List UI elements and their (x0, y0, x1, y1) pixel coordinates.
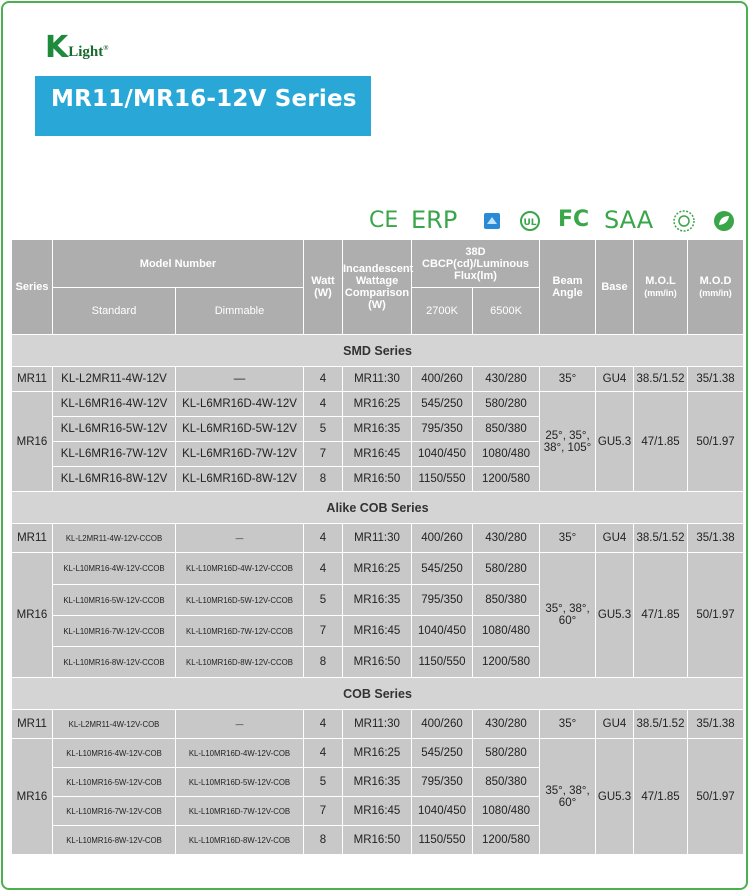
model-dimmable-cell: — (176, 710, 304, 739)
flux-2700k-cell: 400/260 (412, 367, 473, 392)
green-leaf-icon (713, 210, 735, 232)
series-cell: MR16 (12, 739, 53, 855)
flux-2700k-cell: 1040/450 (412, 442, 473, 467)
ul-mark-icon (519, 210, 541, 232)
model-dimmable-cell: KL-L6MR16D-8W-12V (176, 467, 304, 492)
model-standard-cell: KL-L10MR16-8W-12V-COB (53, 826, 176, 855)
table-body (12, 335, 744, 855)
flux-2700k-cell: 1150/550 (412, 826, 473, 855)
flux-6500k-cell: 1080/480 (473, 797, 540, 826)
mol-cell: 47/1.85 (634, 392, 688, 492)
beam-angle-cell: 35° (540, 367, 596, 392)
incandescent-cell: MR16:25 (343, 739, 412, 768)
base-cell: GU5.3 (596, 392, 634, 492)
brand-name-text: Light (68, 44, 104, 60)
header-standard: Standard (53, 288, 176, 335)
mol-cell: 38.5/1.52 (634, 367, 688, 392)
header-watt-unit: (W) (314, 287, 332, 299)
model-dimmable-cell: KL-L6MR16D-7W-12V (176, 442, 304, 467)
header-mol (634, 240, 688, 335)
section-title: SMD Series (12, 335, 744, 367)
table-row (12, 710, 744, 739)
watt-cell: 4 (304, 367, 343, 392)
flux-2700k-cell: 795/350 (412, 768, 473, 797)
mol-cell: 47/1.85 (634, 739, 688, 855)
header-model-number: Model Number (53, 240, 304, 288)
flux-2700k-cell: 545/250 (412, 553, 473, 585)
header-watt-label: Watt (311, 275, 335, 287)
header-incandescent-unit: (W) (368, 299, 386, 311)
series-cell: MR11 (12, 524, 53, 553)
spec-sheet-page (1, 1, 748, 890)
model-standard-cell: KL-L6MR16-7W-12V (53, 442, 176, 467)
blue-badge-icon (483, 212, 501, 230)
flux-2700k-cell: 545/250 (412, 392, 473, 417)
header-cbcp-top: 38D (465, 245, 486, 258)
header-mol-label: M.O.L (645, 275, 676, 287)
flux-6500k-cell: 850/380 (473, 585, 540, 616)
ce-mark-icon: CE (369, 208, 399, 233)
table-row (12, 392, 744, 417)
flux-6500k-cell: 430/280 (473, 710, 540, 739)
base-cell: GU4 (596, 367, 634, 392)
mod-cell: 50/1.97 (688, 553, 744, 678)
flux-2700k-cell: 1150/550 (412, 467, 473, 492)
watt-cell: 7 (304, 797, 343, 826)
model-standard-cell: KL-L6MR16-5W-12V (53, 417, 176, 442)
section-title: Alike COB Series (12, 492, 744, 524)
table-row (12, 553, 744, 585)
incandescent-cell: MR16:50 (343, 647, 412, 678)
model-standard-cell: KL-L2MR11-4W-12V (53, 367, 176, 392)
mol-cell: 38.5/1.52 (634, 524, 688, 553)
rohs-seal-icon (672, 209, 696, 233)
banner-title: MR11/MR16-12V Series (51, 86, 357, 112)
model-standard-cell: KL-L6MR16-8W-12V (53, 467, 176, 492)
series-cell: MR11 (12, 367, 53, 392)
beam-angle-cell: 25°, 35°, 38°, 105° (540, 392, 596, 492)
model-standard-cell: KL-L6MR16-4W-12V (53, 392, 176, 417)
flux-6500k-cell: 580/280 (473, 553, 540, 585)
beam-angle-cell: 35°, 38°, 60° (540, 739, 596, 855)
header-beam-angle: Beam Angle (540, 240, 596, 335)
header-dimmable: Dimmable (176, 288, 304, 335)
base-cell: GU5.3 (596, 553, 634, 678)
incandescent-cell: MR16:45 (343, 797, 412, 826)
model-standard-cell: KL-L10MR16-5W-12V-COB (53, 768, 176, 797)
mol-cell: 38.5/1.52 (634, 710, 688, 739)
header-mol-unit: (mm/in) (644, 288, 677, 298)
watt-cell: 7 (304, 616, 343, 647)
header-incandescent (343, 240, 412, 335)
model-dimmable-cell: KL-L10MR16D-8W-12V-COB (176, 826, 304, 855)
watt-cell: 4 (304, 524, 343, 553)
incandescent-cell: MR16:50 (343, 826, 412, 855)
flux-6500k-cell: 580/280 (473, 739, 540, 768)
incandescent-cell: MR11:30 (343, 367, 412, 392)
brand-name (68, 44, 108, 61)
mol-cell: 47/1.85 (634, 553, 688, 678)
incandescent-cell: MR11:30 (343, 710, 412, 739)
table-row (12, 524, 744, 553)
incandescent-cell: MR16:35 (343, 585, 412, 616)
beam-angle-cell: 35°, 38°, 60° (540, 553, 596, 678)
table-header (12, 240, 744, 335)
mod-cell: 35/1.38 (688, 524, 744, 553)
erp-icon: ERP (411, 206, 458, 234)
flux-6500k-cell: 850/380 (473, 768, 540, 797)
model-dimmable-cell: KL-L6MR16D-4W-12V (176, 392, 304, 417)
model-standard-cell: KL-L10MR16-4W-12V-CCOB (53, 553, 176, 585)
header-mod-unit: (mm/in) (699, 288, 732, 298)
flux-2700k-cell: 400/260 (412, 524, 473, 553)
model-standard-cell: KL-L2MR11-4W-12V-COB (53, 710, 176, 739)
watt-cell: 4 (304, 553, 343, 585)
brand-mark: K (45, 30, 67, 65)
series-cell: MR16 (12, 553, 53, 678)
watt-cell: 4 (304, 392, 343, 417)
model-standard-cell: KL-L10MR16-5W-12V-CCOB (53, 585, 176, 616)
incandescent-cell: MR16:50 (343, 467, 412, 492)
spec-table (11, 239, 744, 855)
watt-cell: 5 (304, 768, 343, 797)
model-dimmable-cell: KL-L6MR16D-5W-12V (176, 417, 304, 442)
beam-angle-cell: 35° (540, 710, 596, 739)
svg-text:UL: UL (523, 218, 537, 228)
base-cell: GU4 (596, 524, 634, 553)
model-dimmable-cell: KL-L10MR16D-7W-12V-CCOB (176, 616, 304, 647)
model-dimmable-cell: KL-L10MR16D-5W-12V-CCOB (176, 585, 304, 616)
incandescent-cell: MR16:35 (343, 768, 412, 797)
flux-6500k-cell: 1080/480 (473, 616, 540, 647)
mod-cell: 50/1.97 (688, 392, 744, 492)
section-title: COB Series (12, 678, 744, 710)
flux-2700k-cell: 1040/450 (412, 797, 473, 826)
model-standard-cell: KL-L10MR16-7W-12V-COB (53, 797, 176, 826)
header-2700k: 2700K (412, 288, 473, 335)
watt-cell: 8 (304, 467, 343, 492)
flux-2700k-cell: 1150/550 (412, 647, 473, 678)
flux-6500k-cell: 1200/580 (473, 826, 540, 855)
incandescent-cell: MR16:25 (343, 553, 412, 585)
watt-cell: 4 (304, 739, 343, 768)
watt-cell: 4 (304, 710, 343, 739)
flux-6500k-cell: 580/280 (473, 392, 540, 417)
fcc-mark-icon: FC (558, 207, 590, 232)
flux-6500k-cell: 1200/580 (473, 467, 540, 492)
flux-6500k-cell: 850/380 (473, 417, 540, 442)
table-row (12, 367, 744, 392)
header-watt (304, 240, 343, 335)
flux-2700k-cell: 795/350 (412, 417, 473, 442)
flux-6500k-cell: 430/280 (473, 367, 540, 392)
mod-cell: 35/1.38 (688, 367, 744, 392)
header-cbcp-label: CBCP(cd)/Luminous Flux(lm) (422, 257, 529, 282)
mod-cell: 35/1.38 (688, 710, 744, 739)
flux-2700k-cell: 1040/450 (412, 616, 473, 647)
model-standard-cell: KL-L10MR16-4W-12V-COB (53, 739, 176, 768)
header-series: Series (12, 240, 53, 335)
flux-2700k-cell: 545/250 (412, 739, 473, 768)
header-mod-label: M.O.D (699, 275, 732, 287)
model-standard-cell: KL-L10MR16-7W-12V-CCOB (53, 616, 176, 647)
model-dimmable-cell: KL-L10MR16D-7W-12V-COB (176, 797, 304, 826)
registered-mark: ® (103, 44, 109, 52)
mod-cell: 50/1.97 (688, 739, 744, 855)
flux-6500k-cell: 1200/580 (473, 647, 540, 678)
base-cell: GU5.3 (596, 739, 634, 855)
model-dimmable-cell: — (176, 524, 304, 553)
incandescent-cell: MR11:30 (343, 524, 412, 553)
flux-2700k-cell: 795/350 (412, 585, 473, 616)
model-standard-cell: KL-L2MR11-4W-12V-CCOB (53, 524, 176, 553)
flux-6500k-cell: 1080/480 (473, 442, 540, 467)
header-mod (688, 240, 744, 335)
watt-cell: 7 (304, 442, 343, 467)
model-dimmable-cell: KL-L10MR16D-8W-12V-CCOB (176, 647, 304, 678)
header-cbcp (412, 240, 540, 288)
header-6500k: 6500K (473, 288, 540, 335)
series-banner (35, 76, 371, 136)
model-standard-cell: KL-L10MR16-8W-12V-CCOB (53, 647, 176, 678)
saa-mark-icon: SAA (604, 206, 654, 234)
watt-cell: 5 (304, 585, 343, 616)
incandescent-cell: MR16:45 (343, 616, 412, 647)
series-cell: MR11 (12, 710, 53, 739)
flux-6500k-cell: 430/280 (473, 524, 540, 553)
watt-cell: 5 (304, 417, 343, 442)
header-incandescent-label: Incandescent Wattage Comparison (343, 263, 414, 299)
watt-cell: 8 (304, 647, 343, 678)
model-dimmable-cell: — (176, 367, 304, 392)
model-dimmable-cell: KL-L10MR16D-4W-12V-CCOB (176, 553, 304, 585)
brand-logo (45, 31, 109, 63)
beam-angle-cell: 35° (540, 524, 596, 553)
model-dimmable-cell: KL-L10MR16D-5W-12V-COB (176, 768, 304, 797)
header-base: Base (596, 240, 634, 335)
incandescent-cell: MR16:25 (343, 392, 412, 417)
incandescent-cell: MR16:35 (343, 417, 412, 442)
model-dimmable-cell: KL-L10MR16D-4W-12V-COB (176, 739, 304, 768)
watt-cell: 8 (304, 826, 343, 855)
series-cell: MR16 (12, 392, 53, 492)
incandescent-cell: MR16:45 (343, 442, 412, 467)
base-cell: GU4 (596, 710, 634, 739)
flux-2700k-cell: 400/260 (412, 710, 473, 739)
table-row (12, 739, 744, 768)
